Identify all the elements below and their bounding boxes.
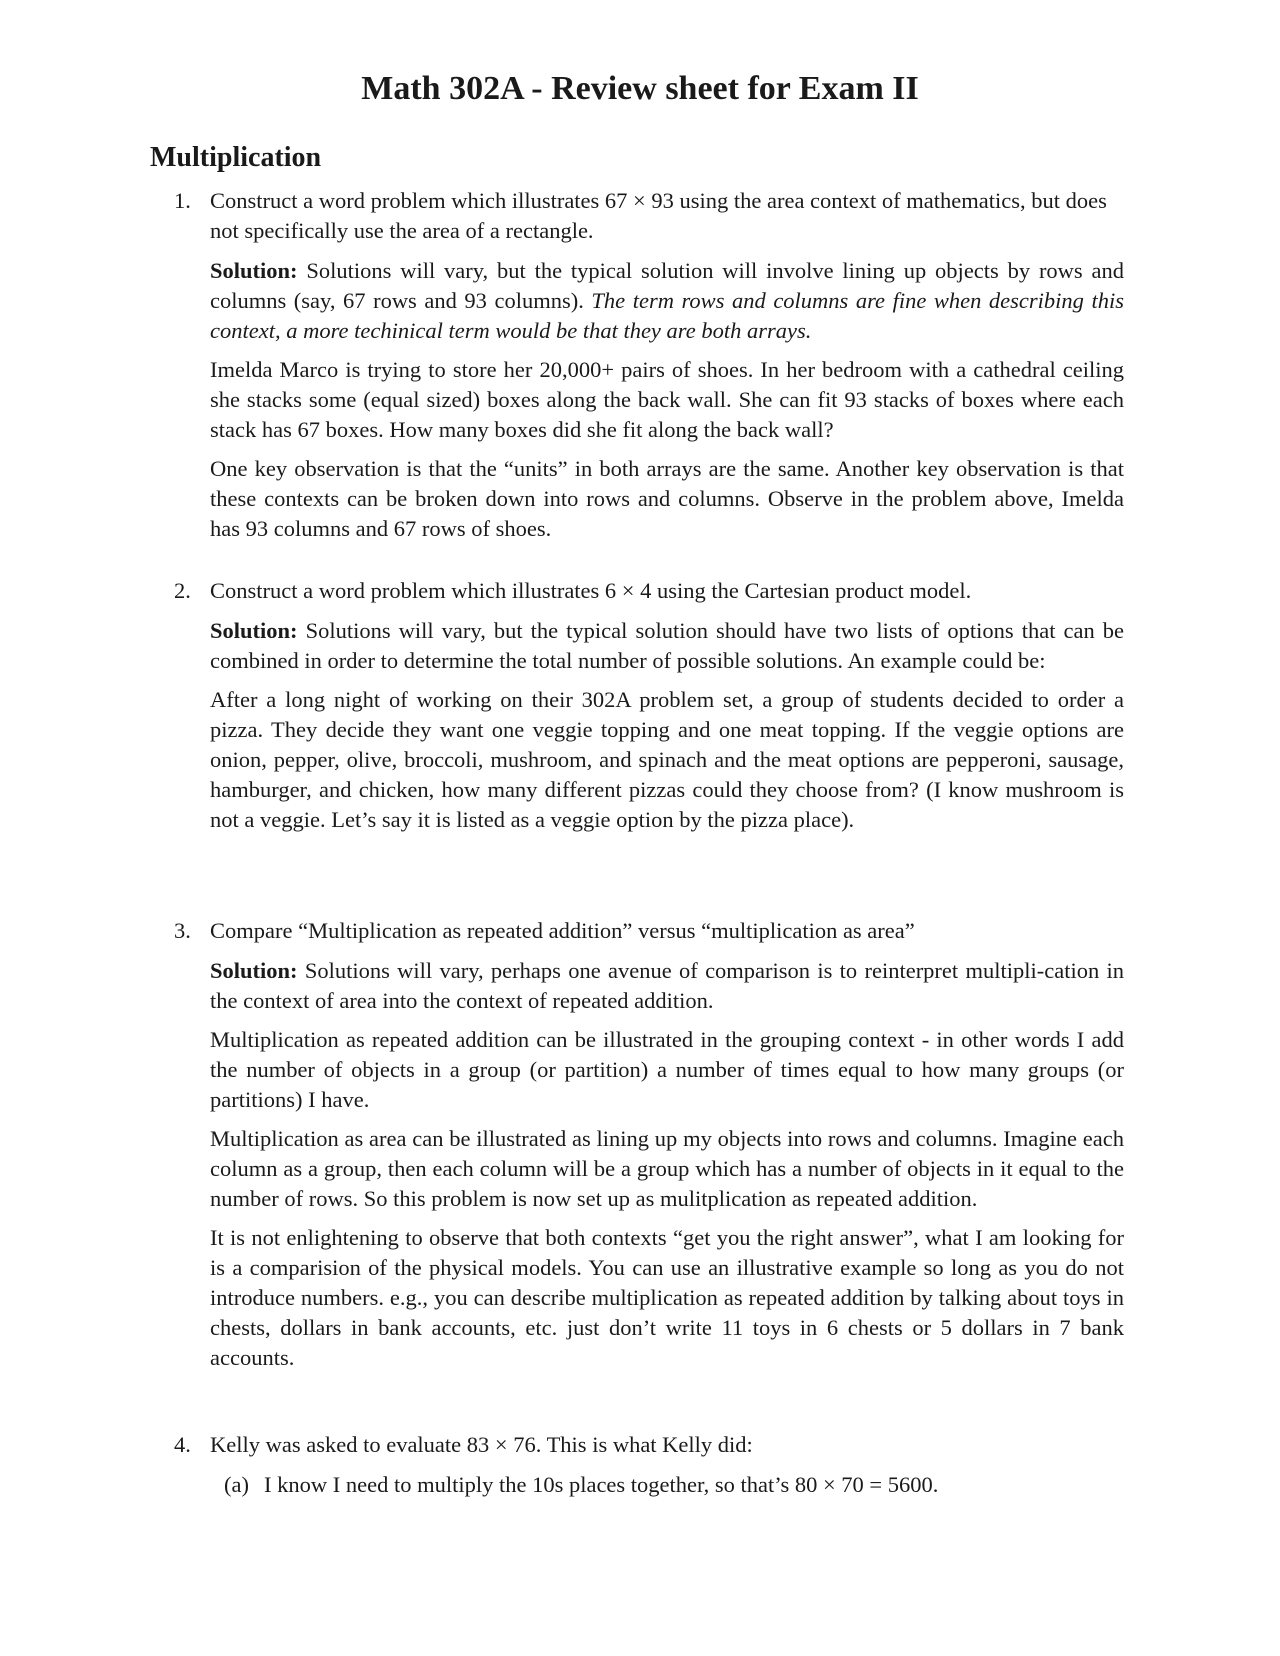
paragraph: One key observation is that the “units” in both arrays are the same. Another key observation is that these contexts can be broken down into rows and columns. Observe in the problem above, Imelda has 93 columns and 67 rows of shoes. xyxy=(210,456,1124,541)
solution-text: Solutions will vary, perhaps one avenue of comparison is to reinterpret multipli-cation in the context of area into the context of repeated addition. xyxy=(210,958,1125,1013)
paragraph: It is not enlightening to observe that both contexts “get you the right answer”, what I am looking for is a comparision of the physical models. You can use an illustrative example so long as you do not introduce numbers. e.g., you can describe multiplication as repeated addition by talking about toys in chests, dollars in bank accounts, etc. just don’t write 11 toys in 6 chests or 5 dollars in 7 bank accounts. xyxy=(210,1225,1124,1370)
solution-italic-note: The term rows and columns are fine when describing this context, a more techinical term would be that they are both arrays. xyxy=(210,288,1124,343)
problem-question: Construct a word problem which illustrates 67 × 93 using the area context of mathematics, but does not specifically use the area of a rectangle. xyxy=(210,188,1107,243)
problem-number: 1. xyxy=(174,188,191,213)
problem-question: Kelly was asked to evaluate 83 × 76. This is what Kelly did: xyxy=(210,1432,753,1457)
problem-number: 4. xyxy=(174,1432,191,1457)
problem-question: Compare “Multiplication as repeated addition” versus “multiplication as area” xyxy=(210,918,915,943)
problem-4 xyxy=(174,1430,1124,1500)
solution-text: Solutions will vary, but the typical solution will involve lining up objects by rows and columns (say, 67 rows and 93 columns). xyxy=(210,258,1124,313)
solution-text: Solutions will vary, but the typical solution should have two lists of options that can be combined in order to determine the total number of possible solutions. An example could be: xyxy=(210,618,1125,673)
page-title: Math 302A - Review sheet for Exam II xyxy=(361,70,919,107)
problem-3 xyxy=(174,916,1124,1382)
sub-item-label: (a) xyxy=(224,1472,249,1497)
solution-paragraph xyxy=(210,616,1124,676)
sub-item-text: I know I need to multiply the 10s places together, so that’s 80 × 70 = 5600. xyxy=(264,1472,939,1497)
section-heading: Multiplication xyxy=(150,142,322,173)
paragraph: Multiplication as repeated addition can be illustrated in the grouping context - in other words I add the number of objects in a group (or partition) a number of times equal to how many groups (or partitions) I have. xyxy=(210,1027,1124,1112)
solution-label: Solution: xyxy=(210,618,298,643)
solution-label: Solution: xyxy=(210,958,298,983)
paragraph: Imelda Marco is trying to store her 20,000+ pairs of shoes. In her bedroom with a cathedral ceiling she stacks some (equal sized) boxes along the back wall. She can fit 93 stacks of boxes where each stack has 67 boxes. How many boxes did she fit along the back wall? xyxy=(210,357,1124,442)
problem-number: 2. xyxy=(174,578,191,603)
sub-item-a xyxy=(224,1470,1124,1500)
problem-number: 3. xyxy=(174,918,191,943)
problem-2 xyxy=(174,576,1124,844)
solution-label: Solution: xyxy=(210,258,298,283)
problem-1 xyxy=(174,186,1124,553)
solution-paragraph xyxy=(210,956,1124,1016)
problem-question: Construct a word problem which illustrates 6 × 4 using the Cartesian product model. xyxy=(210,578,972,603)
solution-paragraph xyxy=(210,256,1124,346)
paragraph: Multiplication as area can be illustrated as lining up my objects into rows and columns. Imagine each column as a group, then each column will be a group which has a number of objects in it equal to the number of rows. So this problem is now set up as mulitplication as repeated addition. xyxy=(210,1126,1124,1211)
paragraph: After a long night of working on their 302A problem set, a group of students decided to order a pizza. They decide they want one veggie topping and one meat topping. If the veggie options are onion, pepper, olive, broccoli, mushroom, and spinach and the meat options are pepperoni, sausage, hamburger, and chicken, how many different pizzas could they choose from? (I know mushroom is not a veggie. Let’s say it is listed as a veggie option by the pizza place). xyxy=(210,687,1124,832)
